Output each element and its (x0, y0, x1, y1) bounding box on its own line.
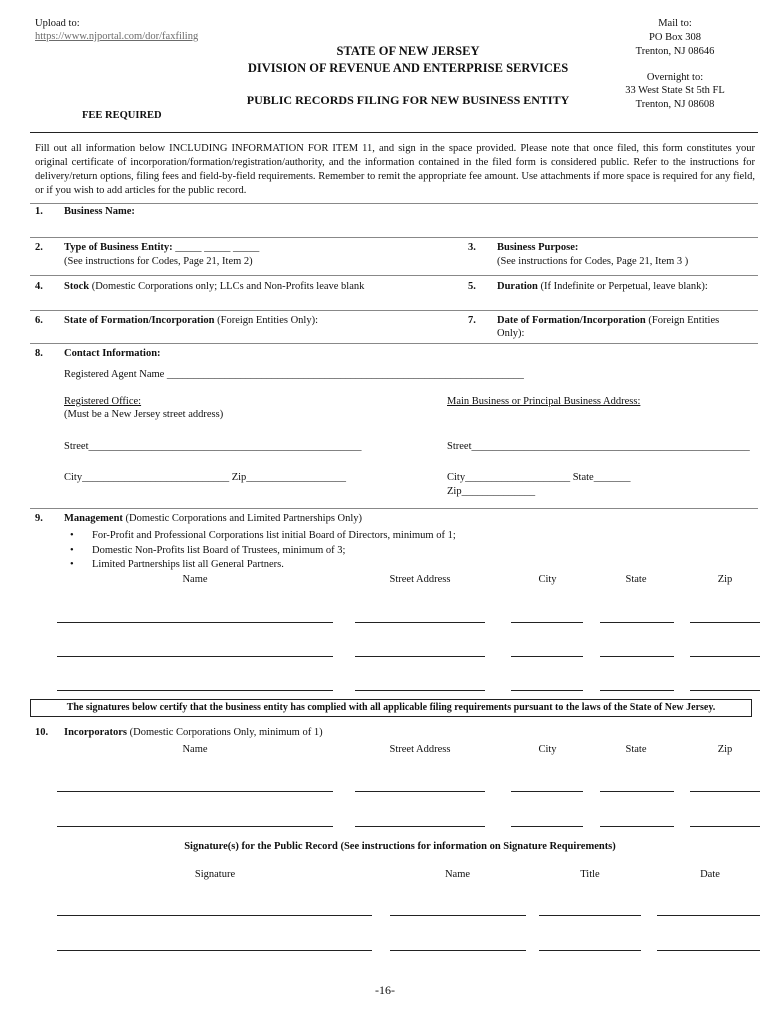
management-entry-line[interactable] (57, 622, 333, 623)
management-entry-line[interactable] (355, 690, 485, 691)
entity-type-note: (See instructions for Codes, Page 21, Item 2) (64, 256, 253, 267)
management-entry-line[interactable] (690, 656, 760, 657)
management-entry-line[interactable] (511, 690, 583, 691)
col-name: Name (182, 744, 208, 755)
business-purpose-note: (See instructions for Codes, Page 21, Item 3 ) (497, 256, 689, 267)
signature-entry-line[interactable] (539, 950, 641, 951)
item-1-number: 1. (35, 206, 43, 217)
management-bullets (70, 529, 456, 573)
form-title: PUBLIC RECORDS FILING FOR NEW BUSINESS ENTITY (246, 93, 570, 107)
sig-col-name: Name (444, 869, 471, 880)
col-name: Name (182, 574, 208, 585)
col-zip: Zip (717, 744, 733, 755)
signature-entry-line[interactable] (57, 915, 372, 916)
divider (30, 203, 758, 204)
date-formation-note: (Foreign Entities (648, 315, 720, 326)
management-entry-line[interactable] (57, 690, 333, 691)
overnight-city: Trenton, NJ 08608 (635, 99, 715, 110)
fee-required: FEE REQUIRED (82, 110, 162, 121)
item-2-number: 2. (35, 242, 43, 253)
incorporator-entry-line[interactable] (355, 791, 485, 792)
management-entry-line[interactable] (355, 622, 485, 623)
upload-label: Upload to: (35, 18, 80, 29)
certification-statement: The signatures below certify that the business entity has complied with all applicable filing requirements pursuant to the laws of the State of New Jersey. (30, 699, 752, 717)
management-label: Management (64, 513, 123, 524)
date-formation-note-2: Only): (497, 328, 525, 339)
state-title: STATE OF NEW JERSEY (336, 44, 480, 58)
incorporator-entry-line[interactable] (355, 826, 485, 827)
management-entry-line[interactable] (600, 622, 674, 623)
col-city: City (538, 574, 557, 585)
management-entry-line[interactable] (600, 656, 674, 657)
city-zip-left-field[interactable]: City____________________________ Zip___________________ (64, 472, 347, 483)
registered-office-label: Registered Office: (64, 396, 142, 407)
divider (30, 343, 758, 344)
business-purpose-label: Business Purpose: (497, 242, 579, 253)
bullet-item: • For-Profit and Professional Corporations list initial Board of Directors, minimum of 1; (70, 529, 456, 544)
divider (30, 508, 758, 509)
item-4-number: 4. (35, 281, 43, 292)
item-5-number: 5. (468, 281, 476, 292)
item-8-number: 8. (35, 348, 43, 359)
stock-note: (Domestic Corporations only; LLCs and Non-Profits leave blank (91, 281, 365, 292)
signature-entry-line[interactable] (657, 915, 760, 916)
stock-label: Stock (64, 281, 90, 292)
incorporator-entry-line[interactable] (690, 826, 760, 827)
sig-col-title: Title (580, 869, 600, 880)
incorporator-entry-line[interactable] (511, 791, 583, 792)
incorporator-entry-line[interactable] (511, 826, 583, 827)
business-name-label: Business Name: (64, 206, 135, 217)
management-entry-line[interactable] (57, 656, 333, 657)
item-6-number: 6. (35, 315, 43, 326)
col-street: Street Address (389, 574, 451, 585)
overnight-street: 33 West State St 5th FL (625, 85, 725, 96)
signature-entry-line[interactable] (657, 950, 760, 951)
signature-entry-line[interactable] (57, 950, 372, 951)
mail-box: PO Box 308 (649, 32, 701, 43)
signature-heading: Signature(s) for the Public Record (See instructions for information on Signature Requirements) (184, 841, 616, 852)
entity-type-blanks[interactable]: _____ _____ _____ (175, 242, 260, 253)
incorporator-entry-line[interactable] (600, 826, 674, 827)
signature-entry-line[interactable] (390, 915, 526, 916)
division-title: DIVISION OF REVENUE AND ENTERPRISE SERVICES (247, 61, 569, 75)
management-entry-line[interactable] (690, 690, 760, 691)
instructions-paragraph: Fill out all information below INCLUDING INFORMATION FOR ITEM 11, and sign in the space provided. Please note that once filed, this form constitutes your original certificate of incorporation/formation/registration/authority, and the information contained in the filed form is considered public. Refer to the instructions for delivery/return options, filing fees and field-by-field requirements. Remember to remit the appropriate fee amount. Use attachments if more space is required for any field, or if you wish to add articles for the public record. (35, 143, 755, 196)
state-formation-label: State of Formation/Incorporation (64, 315, 215, 326)
registered-office-note: (Must be a New Jersey street address) (64, 409, 224, 420)
item-3-number: 3. (468, 242, 476, 253)
signature-entry-line[interactable] (390, 950, 526, 951)
header-divider (30, 132, 758, 133)
divider (30, 275, 758, 276)
divider (30, 310, 758, 311)
duration-note: (If Indefinite or Perpetual, leave blank): (540, 281, 708, 292)
street-left-field[interactable]: Street____________________________________________________ (64, 441, 362, 452)
col-zip: Zip (717, 574, 733, 585)
contact-info-label: Contact Information: (64, 348, 161, 359)
management-entry-line[interactable] (511, 622, 583, 623)
item-7-number: 7. (468, 315, 476, 326)
management-entry-line[interactable] (511, 656, 583, 657)
incorporator-entry-line[interactable] (57, 791, 333, 792)
upload-link[interactable]: https://www.njportal.com/dor/faxfiling (35, 31, 199, 42)
bullet-item: • Domestic Non-Profits list Board of Trustees, minimum of 3; (70, 544, 456, 559)
col-state: State (625, 574, 647, 585)
management-note: (Domestic Corporations and Limited Partnerships Only) (125, 513, 363, 524)
management-entry-line[interactable] (600, 690, 674, 691)
item-10-number: 10. (35, 727, 49, 738)
signature-entry-line[interactable] (539, 915, 641, 916)
management-entry-line[interactable] (355, 656, 485, 657)
incorporator-entry-line[interactable] (600, 791, 674, 792)
duration-label: Duration (497, 281, 538, 292)
management-entry-line[interactable] (690, 622, 760, 623)
city-state-right-field[interactable]: City____________________ State_______ (447, 472, 631, 483)
date-formation-label: Date of Formation/Incorporation (497, 315, 646, 326)
col-state: State (625, 744, 647, 755)
business-name-field[interactable] (30, 237, 758, 238)
overnight-label: Overnight to: (646, 72, 704, 83)
mail-city: Trenton, NJ 08646 (635, 46, 715, 57)
zip-right-field[interactable]: Zip______________ (447, 486, 536, 497)
sig-col-signature: Signature (194, 869, 236, 880)
incorporators-note: (Domestic Corporations Only, minimum of 1) (129, 727, 323, 738)
incorporators-label: Incorporators (64, 727, 127, 738)
col-city: City (538, 744, 557, 755)
registered-agent-field[interactable]: Registered Agent Name ____________________________________________________________________ (64, 369, 524, 380)
main-office-label: Main Business or Principal Business Address: (447, 396, 641, 407)
sig-col-date: Date (700, 869, 720, 880)
item-9-number: 9. (35, 513, 43, 524)
col-street: Street Address (389, 744, 451, 755)
bullet-item: • Limited Partnerships list all General Partners. (70, 558, 456, 573)
street-right-field[interactable]: Street_____________________________________________________ (447, 441, 750, 452)
state-formation-note: (Foreign Entities Only): (217, 315, 319, 326)
mail-label: Mail to: (658, 18, 692, 29)
incorporator-entry-line[interactable] (57, 826, 333, 827)
page-number: -16- (375, 983, 395, 997)
entity-type-label: Type of Business Entity: (64, 242, 173, 253)
incorporator-entry-line[interactable] (690, 791, 760, 792)
